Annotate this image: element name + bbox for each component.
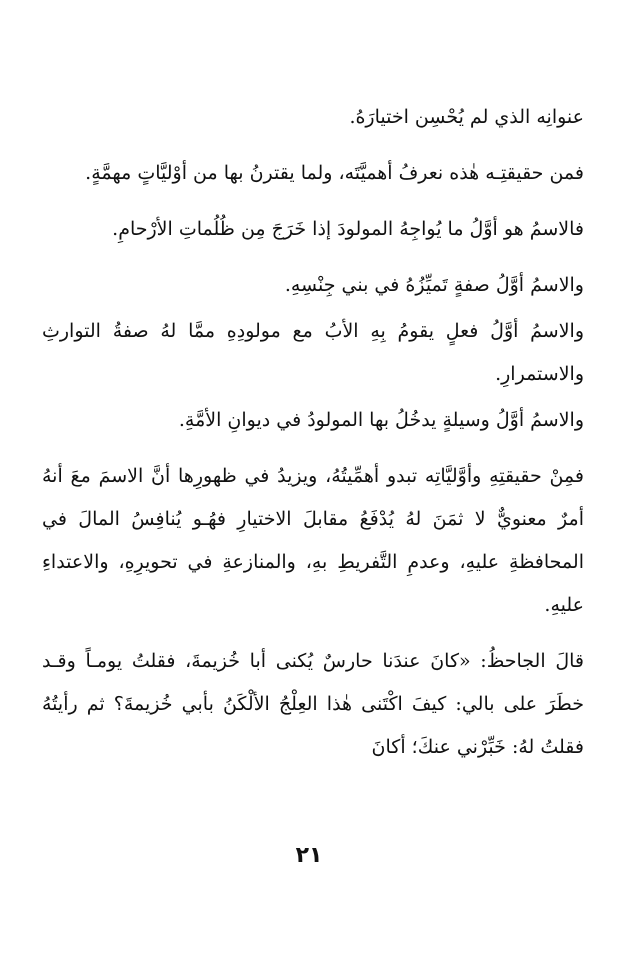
- paragraph-8: قالَ الجاحظُ: «كانَ عندَنا حارسٌ يُكنى أبا خُزيمةَ، فقلتُ يومـاً وقـد خطَرَ على بالي: كيفَ اكْتَنى هٰذا العِلْجُ الألْكَنُ بأبي خُزيمةَ؟ ثم رأيتُهُ فقلتُ لهُ: خَبِّرْني عنكَ؛ أكانَ: [42, 650, 584, 758]
- page-number: ٢١: [295, 843, 323, 868]
- paragraph-3: فالاسمُ هو أوَّلُ ما يُواجِهُ المولودَ إذا خَرَجَ مِن ظُلُماتِ الأرْحامِ.: [112, 218, 584, 240]
- paragraph-6: والاسمُ أوَّلُ وسيلةٍ يدخُلُ بها المولودُ في ديوانِ الأمَّةِ.: [178, 409, 584, 431]
- paragraph-7: فمِنْ حقيقتِهِ وأوَّليَّاتِه تبدو أهمِّيتُهُ، ويزيدُ في ظهورِها أنَّ الاسمَ معَ أنهُ أمرٌ معنويٌّ لا ثمَنَ لهُ يُدْفَعُ مقابلَ الاختيارِ فهُـو يُنافِسُ المالَ في المحافظةِ عليهِ، وعدمِ التَّفريطِ بهِ، والمنازعةِ في تحويرِهِ، والاعتداءِ عليهِ.: [42, 465, 584, 616]
- paragraph-4: والاسمُ أوَّلُ صفةٍ تَميِّزُهُ في بني جِنْسِهِ.: [284, 274, 584, 296]
- paragraph-1: عنوانِه الذي لم يُحْسِن اختيارَهُ.: [349, 106, 584, 128]
- paragraph-2: فمن حقيقتِـه هٰذه نعرفُ أهميَّتَه، ولما يقترنُ بها من أوْليَّاتٍ مهمَّةٍ.: [85, 162, 584, 184]
- paragraph-5: والاسمُ أوَّلُ فعلٍ يقومُ بِهِ الأبُ مع مولودِهِ ممَّا لهُ صفةُ التوارثِ والاستمرارِ.: [42, 320, 584, 385]
- page-body-text: [42, 96, 584, 782]
